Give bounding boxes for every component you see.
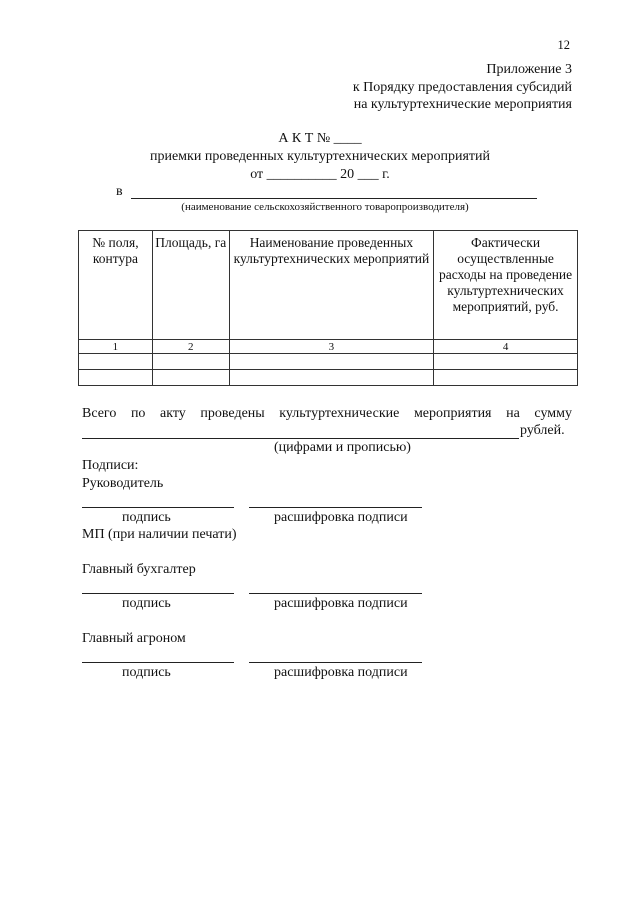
total-amount-line [82,438,519,439]
table-cell [229,354,433,370]
decoding-caption: расшифровка подписи [274,510,408,525]
decoding-caption: расшифровка подписи [274,596,408,611]
signature-line [82,507,234,508]
table-cell [79,370,153,386]
act-date: от __________ 20 ___ г. [250,167,390,182]
header-area: Площадь, га [152,231,229,340]
total-suffix: рублей. [520,423,565,438]
stamp-note: МП (при наличии печати) [82,527,237,542]
appendix-line-2: к Порядку предоставления субсидий [352,80,572,95]
table-row [79,354,578,370]
column-number: 1 [79,340,153,354]
appendix-line-1: Приложение 3 [486,62,572,77]
appendix-line-3: на культуртехнические мероприятия [353,97,572,112]
decoding-line [249,593,422,594]
column-number: 4 [434,340,578,354]
decoding-caption: расшифровка подписи [274,665,408,680]
header-activity-name: Наименование проведенных культуртехнических мероприятий [229,231,433,340]
table-cell [79,354,153,370]
act-table [78,230,578,386]
producer-name-line [131,198,537,199]
in-prefix: в [116,184,123,199]
signature-line [82,662,234,663]
total-caption: (цифрами и прописью) [274,440,411,455]
table-cell [152,354,229,370]
signature-caption: подпись [122,510,171,525]
act-title: А К Т № ____ [278,131,362,146]
signature-caption: подпись [122,596,171,611]
producer-caption: (наименование сельскохозяйственного товаропроизводителя) [181,201,469,213]
table-cell [152,370,229,386]
table-row [79,370,578,386]
decoding-line [249,507,422,508]
table-cell [434,354,578,370]
role-chief-accountant: Главный бухгалтер [82,562,196,577]
table-header-row [79,231,578,340]
signature-line [82,593,234,594]
signature-caption: подпись [122,665,171,680]
decoding-line [249,662,422,663]
page-number: 12 [557,38,570,52]
column-number: 2 [152,340,229,354]
table-cell [434,370,578,386]
header-field-number: № поля, контура [79,231,153,340]
column-number: 3 [229,340,433,354]
signatures-heading: Подписи: [82,458,139,473]
header-actual-costs: Фактически осуществленные расходы на проведение культуртехнических мероприятий, руб. [434,231,578,340]
act-subtitle: приемки проведенных культуртехнических мероприятий [149,149,491,164]
table-cell [229,370,433,386]
table-column-numbers-row [79,340,578,354]
total-text: Всего по акту проведены культуртехнические мероприятия на сумму [82,406,572,421]
role-chief-agronomist: Главный агроном [82,631,186,646]
role-head: Руководитель [82,476,164,491]
